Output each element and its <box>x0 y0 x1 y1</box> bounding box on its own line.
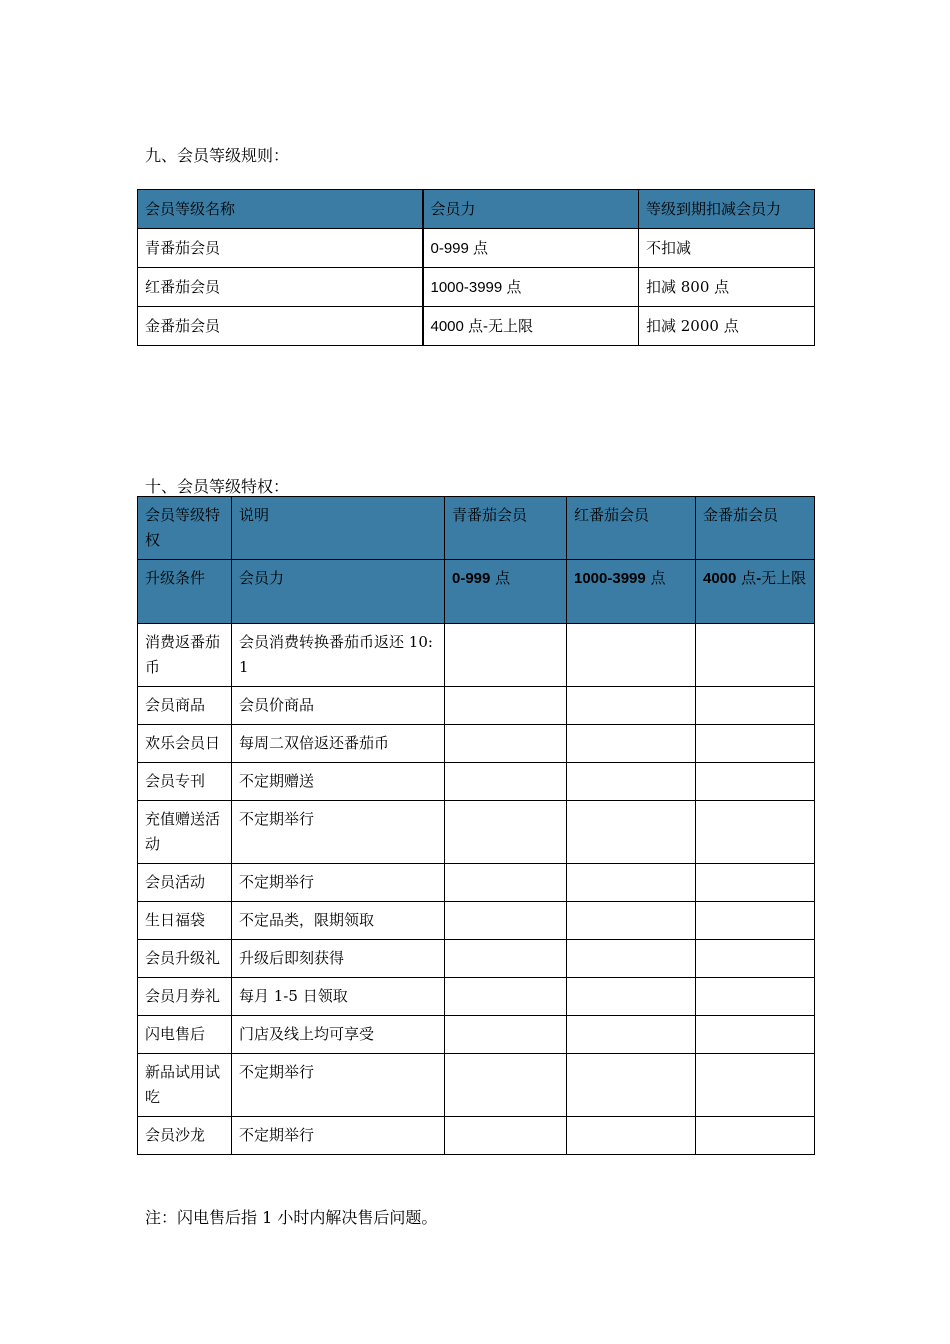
table-row <box>138 687 815 725</box>
privilege-rows <box>138 624 815 1155</box>
qing-cell <box>445 1016 567 1054</box>
hong-cell <box>567 1117 696 1155</box>
privilege-name-cell: 欢乐会员日 <box>138 725 232 763</box>
privilege-name-cell: 会员沙龙 <box>138 1117 232 1155</box>
jin-dash: - <box>756 570 762 587</box>
privilege-name-cell: 会员月券礼 <box>138 978 232 1016</box>
privilege-desc-cell: 会员消费转换番茄币返还 10:1 <box>232 624 445 687</box>
hong-threshold <box>567 560 696 624</box>
privilege-desc-cell: 不定期举行 <box>232 801 445 864</box>
jin-cell <box>696 763 815 801</box>
privilege-desc-cell: 不定期赠送 <box>232 763 445 801</box>
deduction-cell: 扣减 2000 点 <box>639 307 815 346</box>
qing-num: 0-999 <box>452 570 491 587</box>
jin-cell <box>696 940 815 978</box>
header-cell: 红番茄会员 <box>567 497 696 560</box>
table-row <box>138 801 815 864</box>
qing-cell <box>445 940 567 978</box>
jin-cell <box>696 801 815 864</box>
member-level-rules-table <box>137 189 815 346</box>
privilege-desc-cell: 升级后即刻获得 <box>232 940 445 978</box>
jin-cell <box>696 687 815 725</box>
hong-cell <box>567 902 696 940</box>
jin-cell <box>696 1054 815 1117</box>
upgrade-desc: 会员力 <box>232 560 445 624</box>
privilege-desc-cell: 不定期举行 <box>232 1117 445 1155</box>
section-10-heading: 十、会员等级特权： <box>145 477 290 496</box>
privilege-name-cell: 会员商品 <box>138 687 232 725</box>
jin-rest: 无上限 <box>761 569 807 587</box>
jin-cell <box>696 624 815 687</box>
qing-cell <box>445 1117 567 1155</box>
privilege-desc-cell: 会员价商品 <box>232 687 445 725</box>
jin-cell <box>696 978 815 1016</box>
qing-cell <box>445 687 567 725</box>
jin-cell <box>696 725 815 763</box>
table-row <box>138 763 815 801</box>
privilege-desc-cell: 每周二双倍返还番茄币 <box>232 725 445 763</box>
deduction-cell: 不扣减 <box>639 229 815 268</box>
privilege-name-cell: 消费返番茄币 <box>138 624 232 687</box>
qing-threshold <box>445 560 567 624</box>
privilege-desc-cell: 不定期举行 <box>232 1054 445 1117</box>
level-name-cell: 红番茄会员 <box>138 268 423 307</box>
hong-cell <box>567 978 696 1016</box>
qing-cell <box>445 725 567 763</box>
privilege-desc-cell: 门店及线上均可享受 <box>232 1016 445 1054</box>
privilege-name-cell: 会员活动 <box>138 864 232 902</box>
deduction-cell: 扣减 800 点 <box>639 268 815 307</box>
table-row <box>138 229 815 268</box>
qing-cell <box>445 624 567 687</box>
hong-cell <box>567 725 696 763</box>
header-cell: 等级到期扣减会员力 <box>639 190 815 229</box>
table-row <box>138 864 815 902</box>
qing-cell <box>445 1054 567 1117</box>
jin-cell <box>696 864 815 902</box>
table-row <box>138 1117 815 1155</box>
table-header-row <box>138 497 815 560</box>
table-row <box>138 268 815 307</box>
qing-cell <box>445 978 567 1016</box>
table-row <box>138 902 815 940</box>
level-name-cell: 青番茄会员 <box>138 229 423 268</box>
table-row <box>138 725 815 763</box>
qing-cell <box>445 763 567 801</box>
privilege-name-cell: 新品试用试吃 <box>138 1054 232 1117</box>
hong-num: 1000-3999 <box>574 570 646 587</box>
jin-cell <box>696 1016 815 1054</box>
privilege-desc-cell: 不定品类，限期领取 <box>232 902 445 940</box>
qing-cell <box>445 902 567 940</box>
privilege-desc-cell: 不定期举行 <box>232 864 445 902</box>
header-cell: 会员等级名称 <box>138 190 423 229</box>
jin-threshold <box>696 560 815 624</box>
points-cell: 0-999 点 <box>423 229 639 268</box>
qing-unit: 点 <box>490 569 511 587</box>
upgrade-label: 升级条件 <box>138 560 232 624</box>
header-cell: 金番茄会员 <box>696 497 815 560</box>
hong-cell <box>567 864 696 902</box>
hong-cell <box>567 940 696 978</box>
hong-cell <box>567 763 696 801</box>
header-cell: 青番茄会员 <box>445 497 567 560</box>
hong-cell <box>567 624 696 687</box>
header-cell: 说明 <box>232 497 445 560</box>
qing-cell <box>445 801 567 864</box>
hong-cell <box>567 687 696 725</box>
points-cell: 4000 点-无上限 <box>423 307 639 346</box>
member-privileges-table <box>137 496 815 1155</box>
section-9-heading: 九、会员等级规则： <box>145 146 290 165</box>
table-row <box>138 1016 815 1054</box>
level-name-cell: 金番茄会员 <box>138 307 423 346</box>
header-cell: 会员等级特权 <box>138 497 232 560</box>
hong-cell <box>567 801 696 864</box>
upgrade-condition-row <box>138 560 815 624</box>
footnote: 注：闪电售后指 1 小时内解决售后问题。 <box>145 1208 438 1227</box>
privilege-name-cell: 充值赠送活动 <box>138 801 232 864</box>
privilege-name-cell: 会员升级礼 <box>138 940 232 978</box>
points-cell: 1000-3999 点 <box>423 268 639 307</box>
table-row <box>138 1054 815 1117</box>
table-row <box>138 940 815 978</box>
table-row <box>138 978 815 1016</box>
jin-cell <box>696 1117 815 1155</box>
hong-cell <box>567 1054 696 1117</box>
hong-unit: 点 <box>645 569 666 587</box>
privilege-name-cell: 生日福袋 <box>138 902 232 940</box>
table-row <box>138 307 815 346</box>
table-row <box>138 624 815 687</box>
qing-cell <box>445 864 567 902</box>
header-cell: 会员力 <box>423 190 639 229</box>
hong-cell <box>567 1016 696 1054</box>
privilege-desc-cell: 每月 1-5 日领取 <box>232 978 445 1016</box>
jin-unit: 点 <box>736 569 757 587</box>
jin-cell <box>696 902 815 940</box>
table-header-row <box>138 190 815 229</box>
privilege-name-cell: 闪电售后 <box>138 1016 232 1054</box>
privilege-name-cell: 会员专刊 <box>138 763 232 801</box>
jin-num: 4000 <box>703 570 737 587</box>
